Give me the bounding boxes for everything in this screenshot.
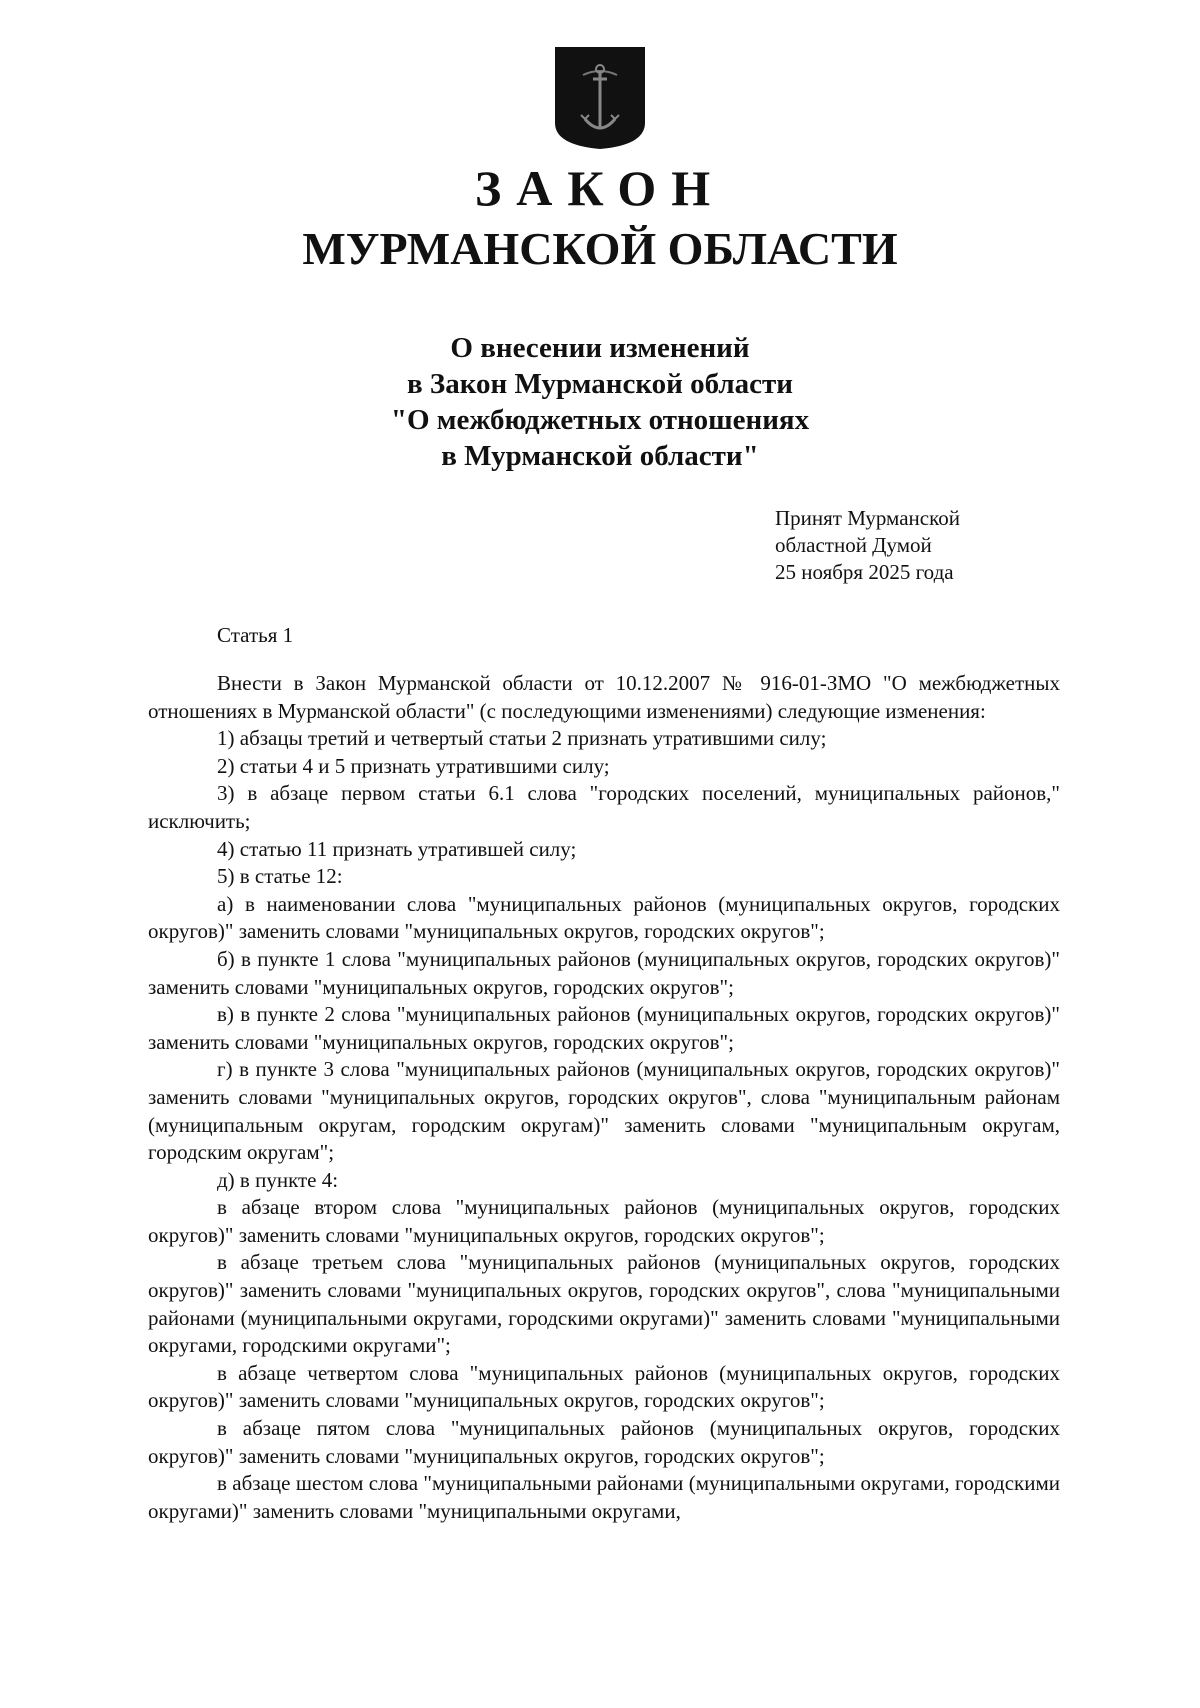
adoption-date: 25 ноября 2025 года <box>775 560 954 584</box>
paragraph: 1) абзацы третий и четвертый статьи 2 признать утратившими силу; <box>217 726 827 751</box>
paragraph: 2) статьи 4 и 5 признать утратившими силу; <box>217 753 610 778</box>
paragraph: а) в наименовании слова "муниципальных районов (муниципальных округов, городских округов)" заменить словами "муниципальных округов, городских округов"; <box>148 891 1060 944</box>
law-name-line: в Закон Мурманской области <box>407 368 793 400</box>
paragraph: г) в пункте 3 слова "муниципальных районов (муниципальных округов, городских округов)" заменить словами "муниципальных округов, городских округов", слова "муниципальным районам (муниципальным округам, городским округам)" заменить словами "муниципальным округам, городским округам"; <box>148 1057 1060 1165</box>
paragraph: в абзаце третьем слова "муниципальных районов (муниципальных округов, городских округов)" заменить словами "муниципальных округов, городских округов", слова "муниципальными районами (муниципальными округами, городскими округами)" заменить словами "муниципальными округами, городскими округами"; <box>148 1250 1060 1358</box>
article-body <box>148 670 1060 1525</box>
paragraph: 3) в абзаце первом статьи 6.1 слова "городских поселений, муниципальных районов," исключить; <box>148 781 1060 833</box>
law-title: ЗАКОН <box>474 160 726 216</box>
paragraph: в абзаце четвертом слова "муниципальных районов (муниципальных округов, городских округов)" заменить словами "муниципальных округов, городских округов"; <box>148 1360 1060 1413</box>
paragraph: д) в пункте 4: <box>217 1167 339 1192</box>
paragraph: в абзаце пятом слова "муниципальных районов (муниципальных округов, городских округов)" заменить словами "муниципальных округов, городских округов"; <box>148 1416 1060 1468</box>
paragraph: Внести в Закон Мурманской области от 10.12.2007 № 916-01-ЗМО "О межбюджетных отношениях в Мурманской области" (с последующими изменениями) следующие изменения: <box>148 671 1060 723</box>
paragraph: 5) в статье 12: <box>217 864 343 889</box>
paragraph: в) в пункте 2 слова "муниципальных районов (муниципальных округов, городских округов)" заменить словами "муниципальных округов, городских округов"; <box>148 1002 1060 1054</box>
article-heading: Статья 1 <box>217 623 294 647</box>
law-name-line: в Мурманской области" <box>441 440 759 472</box>
region-title: МУРМАНСКОЙ ОБЛАСТИ <box>302 223 898 274</box>
adoption-note <box>775 505 960 586</box>
paragraph: в абзаце шестом слова "муниципальными районами (муниципальными округами, городскими округами)" заменить словами "муниципальными округами, <box>148 1471 1060 1523</box>
law-name-line: "О межбюджетных отношениях <box>390 404 810 436</box>
paragraph: 4) статью 11 признать утратившей силу; <box>217 836 577 861</box>
law-name-line: О внесении изменений <box>450 332 750 364</box>
law-name-block <box>0 330 1200 474</box>
adoption-line: областной Думой <box>775 533 932 557</box>
paragraph: в абзаце втором слова "муниципальных районов (муниципальных округов, городских округов)" заменить словами "муниципальных округов, городских округов"; <box>148 1195 1060 1247</box>
coat-of-arms-emblem <box>553 45 647 151</box>
adoption-line: Принят Мурманской <box>775 506 960 530</box>
paragraph: б) в пункте 1 слова "муниципальных районов (муниципальных округов, городских округов)" заменить словами "муниципальных округов, городских округов"; <box>148 946 1060 999</box>
